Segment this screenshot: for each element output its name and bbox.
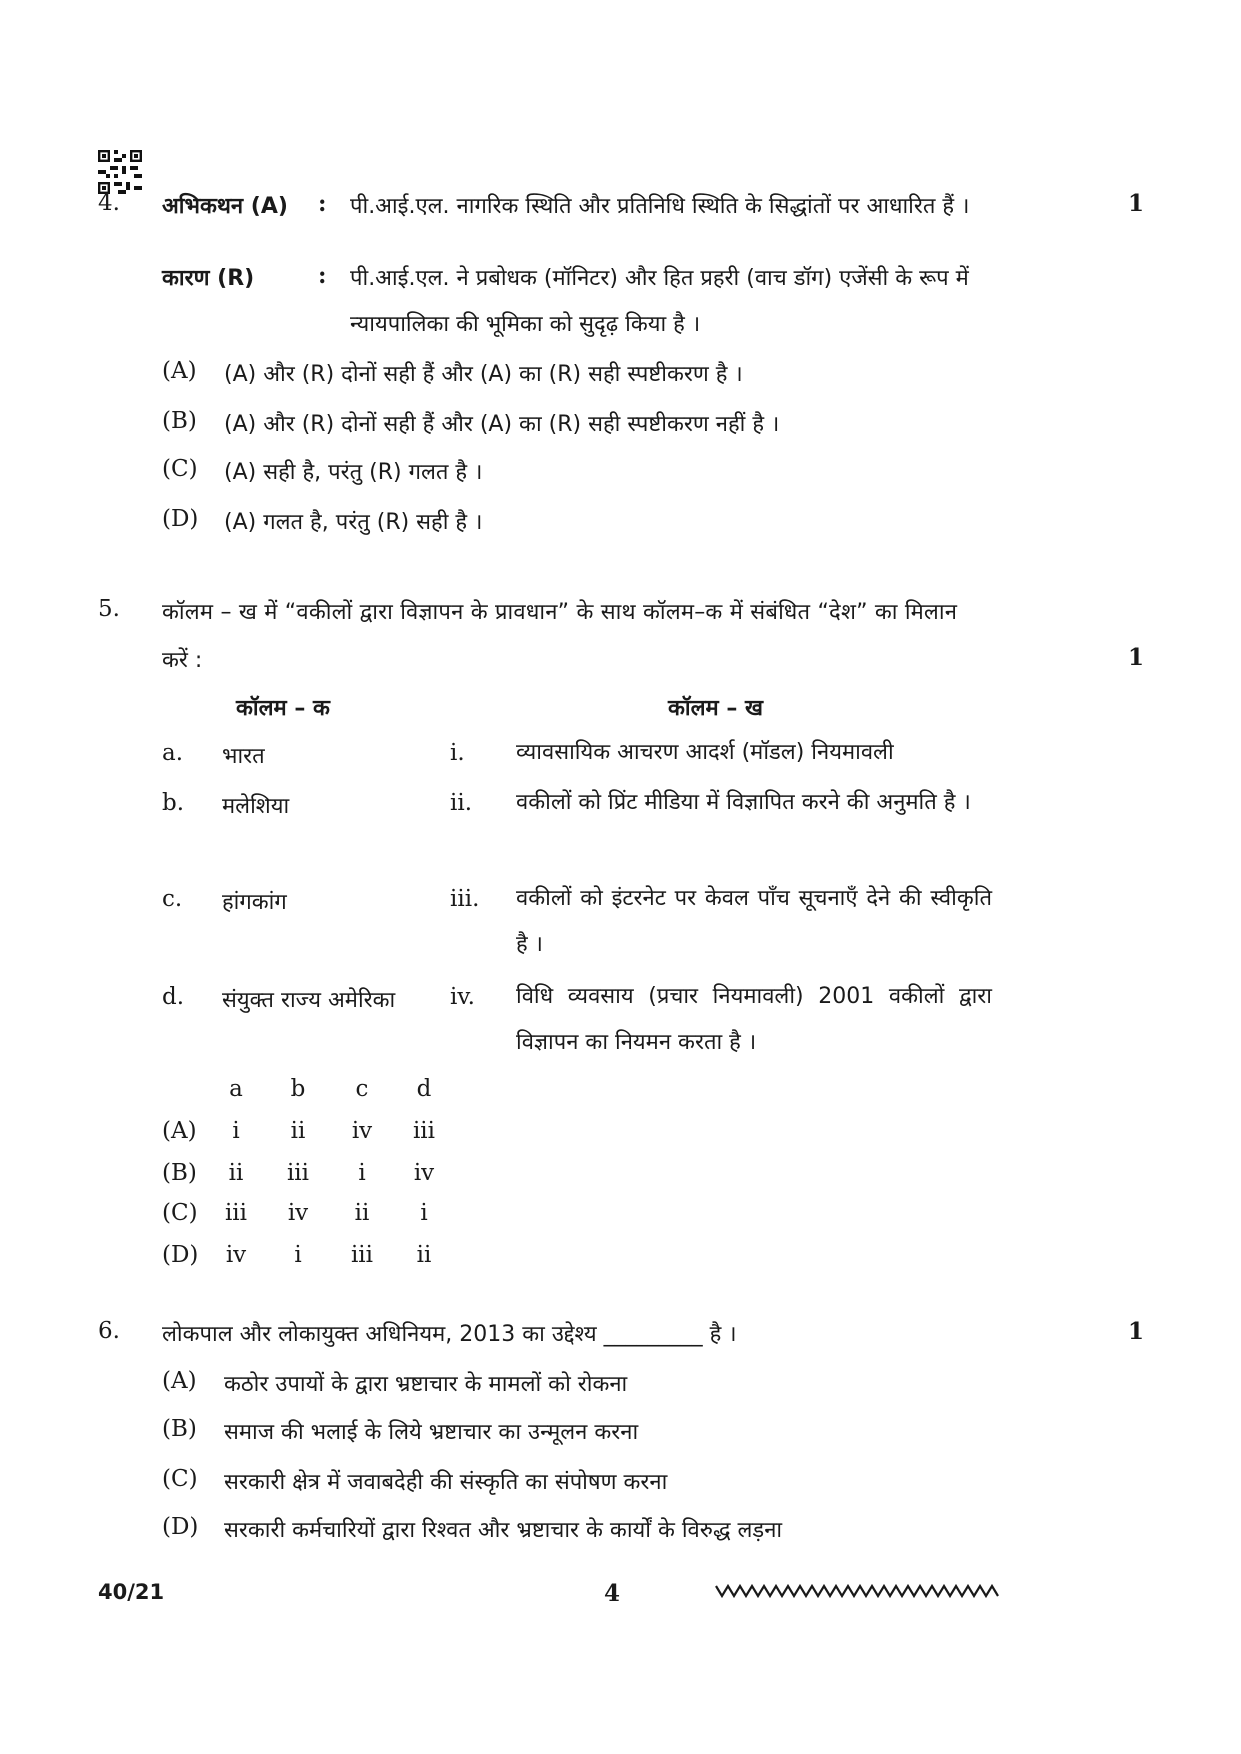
option-text: (A) और (R) दोनों सही हैं और (A) का (R) सही स्पष्टीकरण नहीं है ।	[224, 412, 780, 437]
question-stem: लोकपाल और लोकायुक्त अधिनियम, 2013 का उद्देश्य _________ है ।	[162, 1322, 737, 1347]
row-number: i.	[450, 740, 465, 766]
row-country: मलेशिया	[222, 794, 290, 819]
question-stem-line-1: कॉलम – ख में “वकीलों द्वारा विज्ञापन के प्रावधान” के साथ कॉलम–क में संबंधित “देश” का मिलान	[162, 600, 958, 625]
option-label: (C)	[162, 1200, 198, 1226]
option-label: (A)	[162, 358, 197, 384]
reason-label: कारण (R)	[162, 266, 255, 291]
option-label: (C)	[162, 1466, 198, 1492]
question-number: 5.	[98, 596, 120, 622]
row-text: व्यावसायिक आचरण आदर्श (मॉडल) नियमावली	[516, 740, 894, 765]
marks: 1	[1128, 190, 1145, 217]
column-a-heading: कॉलम – क	[236, 696, 330, 721]
wavy-line-icon	[714, 1580, 1004, 1602]
marks: 1	[1128, 644, 1145, 671]
row-country: संयुक्त राज्य अमेरिका	[222, 988, 396, 1013]
option-value: iii	[350, 1242, 374, 1268]
option-label: (A)	[162, 1368, 197, 1394]
marks: 1	[1128, 1318, 1145, 1345]
option-label: (A)	[162, 1118, 197, 1144]
row-key: c.	[162, 886, 183, 912]
option-value: i	[420, 1200, 428, 1226]
question-number: 6.	[98, 1318, 120, 1344]
option-text: समाज की भलाई के लिये भ्रष्टाचार का उन्मूलन करना	[224, 1420, 639, 1445]
row-number: ii.	[450, 790, 473, 816]
option-label: (D)	[162, 1242, 199, 1268]
match-header-cell: a	[229, 1076, 243, 1102]
question-stem-line-2: करें :	[162, 648, 203, 673]
row-text: विधि व्यवसाय (प्रचार नियमावली) 2001 वकीलों द्वारा विज्ञापन का नियमन करता है ।	[516, 984, 992, 1055]
row-number: iii.	[450, 886, 480, 912]
row-text: वकीलों को इंटरनेट पर केवल पाँच सूचनाएँ देने की स्वीकृति है ।	[516, 886, 992, 957]
qr-code-icon	[98, 150, 142, 194]
option-value: iii	[412, 1118, 436, 1144]
option-label: (D)	[162, 506, 199, 532]
option-value: ii	[290, 1118, 306, 1144]
option-label: (C)	[162, 456, 198, 482]
option-value: ii	[354, 1200, 370, 1226]
option-value: iv	[287, 1200, 309, 1226]
row-number: iv.	[450, 984, 475, 1010]
option-value: iv	[225, 1242, 247, 1268]
option-value: iv	[413, 1160, 435, 1186]
row-text: वकीलों को प्रिंट मीडिया में विज्ञापित करने की अनुमति है ।	[516, 790, 971, 815]
assertion-colon: :	[318, 190, 327, 217]
option-text: सरकारी क्षेत्र में जवाबदेही की संस्कृति का संपोषण करना	[224, 1470, 668, 1495]
reason-colon: :	[318, 262, 327, 289]
reason-text-line-1: पी.आई.एल. ने प्रबोधक (मॉनिटर) और हित प्रहरी (वाच डॉग) एजेंसी के रूप में	[350, 266, 969, 291]
column-b-heading: कॉलम – ख	[668, 696, 763, 721]
option-value: i	[232, 1118, 240, 1144]
option-text: कठोर उपायों के द्वारा भ्रष्टाचार के मामलों को रोकना	[224, 1372, 628, 1397]
assertion-text: पी.आई.एल. नागरिक स्थिति और प्रतिनिधि स्थिति के सिद्धांतों पर आधारित हैं ।	[350, 194, 970, 219]
option-label: (B)	[162, 408, 197, 434]
option-value: iii	[286, 1160, 310, 1186]
option-value: i	[358, 1160, 366, 1186]
option-value: i	[294, 1242, 302, 1268]
option-value: iv	[351, 1118, 373, 1144]
match-header-cell: d	[416, 1076, 432, 1102]
row-key: a.	[162, 740, 184, 766]
option-text: (A) सही है, परंतु (R) गलत है ।	[224, 460, 483, 485]
match-header-cell: c	[355, 1076, 369, 1102]
assertion-label: अभिकथन (A)	[162, 194, 288, 219]
option-text: (A) और (R) दोनों सही हैं और (A) का (R) सही स्पष्टीकरण है ।	[224, 362, 743, 387]
option-text: सरकारी कर्मचारियों द्वारा रिश्वत और भ्रष्टाचार के कार्यों के विरुद्ध लड़ना	[224, 1518, 783, 1543]
row-key: b.	[162, 790, 185, 816]
reason-text-line-2: न्यायपालिका की भूमिका को सुदृढ़ किया है ।	[350, 312, 701, 337]
option-label: (B)	[162, 1416, 197, 1442]
option-text: (A) गलत है, परंतु (R) सही है ।	[224, 510, 483, 535]
option-label: (D)	[162, 1514, 199, 1540]
row-key: d.	[162, 984, 185, 1010]
row-country: भारत	[222, 744, 265, 769]
option-value: ii	[416, 1242, 432, 1268]
question-number: 4.	[98, 190, 120, 216]
match-header-cell: b	[290, 1076, 306, 1102]
option-label: (B)	[162, 1160, 197, 1186]
option-value: ii	[228, 1160, 244, 1186]
paper-code: 40/21	[98, 1580, 165, 1604]
option-value: iii	[224, 1200, 248, 1226]
page-number: 4	[604, 1580, 621, 1607]
row-country: हांगकांग	[222, 890, 287, 915]
